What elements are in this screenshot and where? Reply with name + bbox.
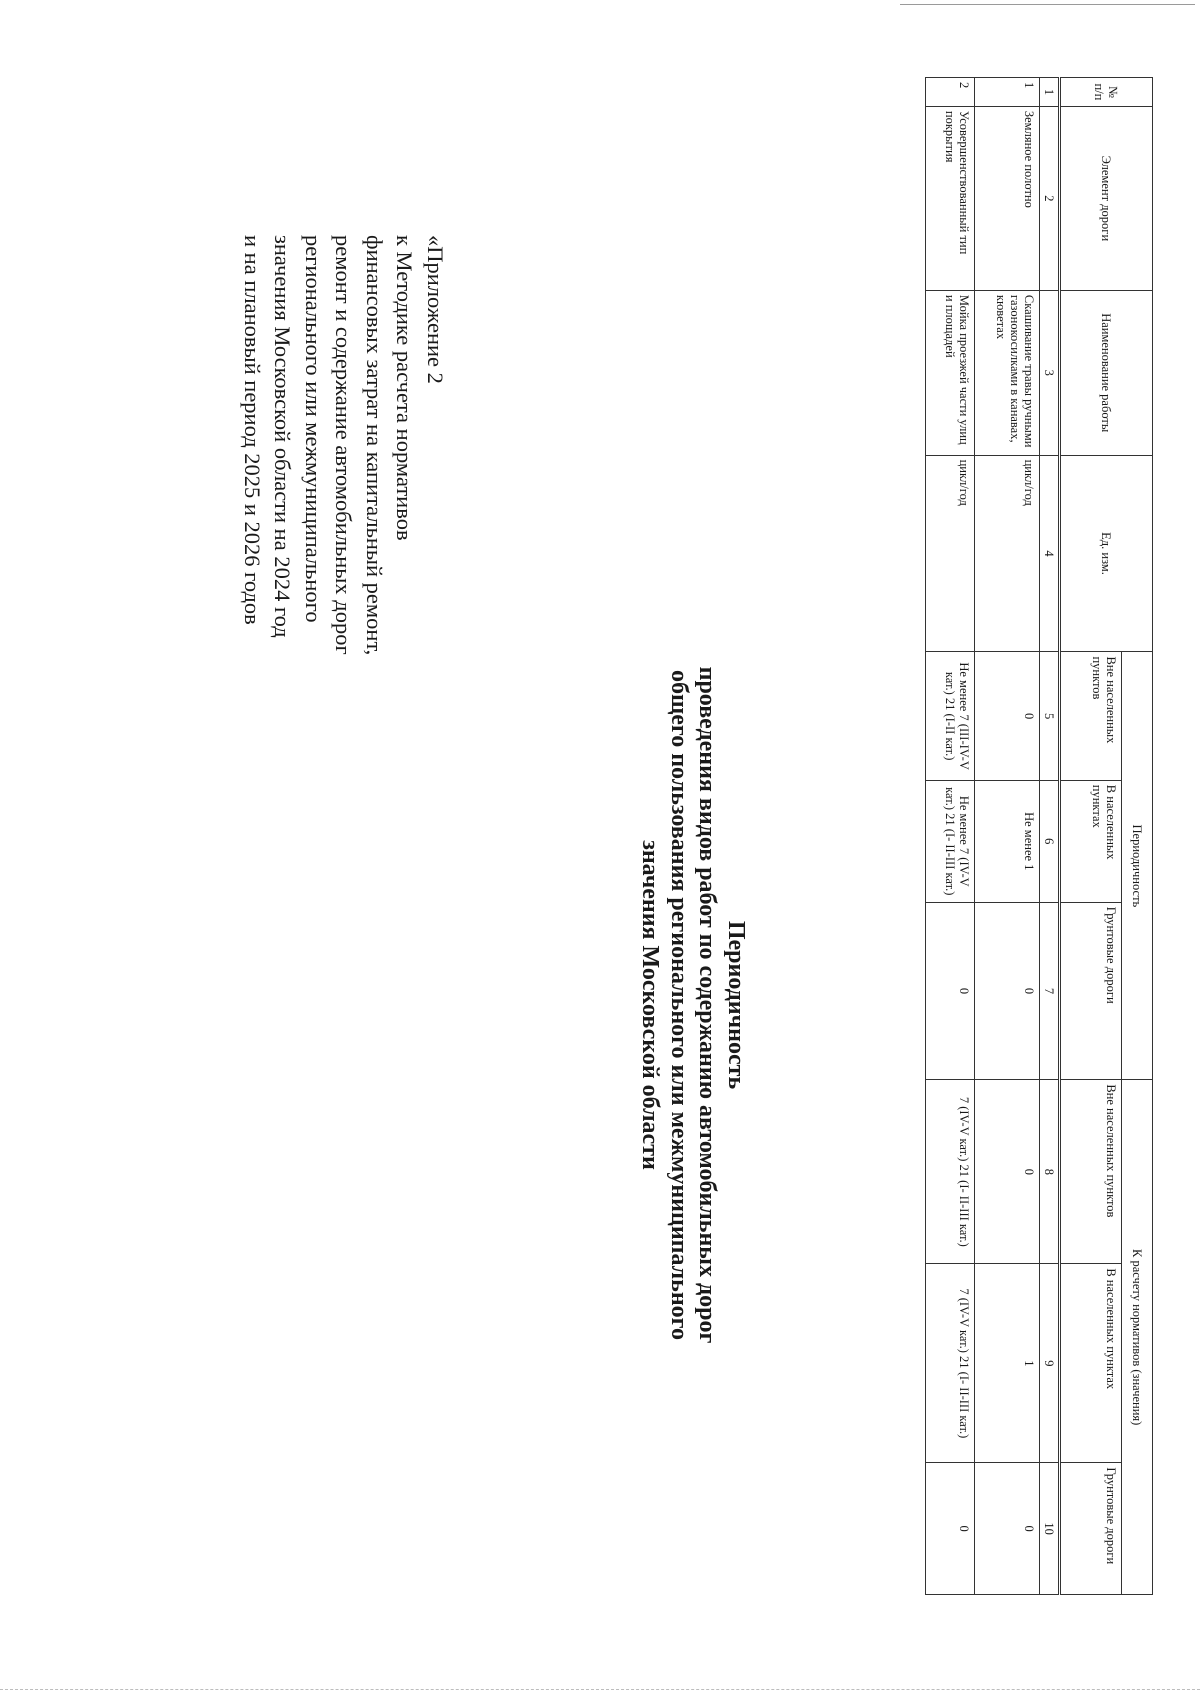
table-row [926, 78, 975, 1595]
column-number: 7 [1040, 902, 1060, 1080]
title-line: Периодичность [723, 920, 749, 1090]
title-line: значения Московской области [637, 840, 664, 1170]
row-p-inside: Не менее 1 [975, 780, 1040, 902]
column-number: 5 [1040, 652, 1060, 780]
header-unit: Ед. изм. [1060, 455, 1153, 652]
header-n-outside: Вне населенных пунктов [1060, 1080, 1122, 1264]
header-norms: К расчету нормативов (значения) [1122, 1080, 1153, 1595]
appendix-line: ремонт и содержание автомобильных дорог [331, 235, 357, 655]
header-p-inside: В населенных пунктах [1060, 780, 1122, 902]
appendix-line: «Приложение 2 [423, 235, 448, 384]
row-p-dirt: 0 [926, 902, 975, 1080]
appendix-line: значения Московской области на 2024 год [270, 235, 296, 638]
row-work: Мойка проезжей части улиц и площадей [926, 290, 975, 455]
column-number: 9 [1040, 1264, 1060, 1463]
table-row [975, 78, 1040, 1595]
header-n-dirt: Грунтовые дороги [1060, 1463, 1122, 1595]
row-n-dirt: 0 [926, 1463, 975, 1595]
title-line: общего пользования регионального или межмуниципального [666, 670, 692, 1340]
header-n-inside: В населенных пунктах [1060, 1264, 1122, 1463]
column-number: 1 [1040, 78, 1060, 107]
title-line: проведения видов работ по содержанию автомобильных дорог [694, 666, 721, 1344]
column-number: 2 [1040, 106, 1060, 290]
header-num: № п/п [1060, 78, 1153, 107]
appendix-header [237, 235, 451, 995]
header-work: Наименование работы [1060, 290, 1153, 455]
column-number: 3 [1040, 290, 1060, 455]
row-p-dirt: 0 [975, 902, 1040, 1080]
appendix-line: к Методике расчета нормативов [392, 235, 418, 541]
document-title [636, 490, 750, 1520]
header-element: Элемент дороги [1060, 106, 1153, 290]
column-number: 6 [1040, 780, 1060, 902]
row-n-dirt: 0 [975, 1463, 1040, 1595]
header-p-dirt: Грунтовые дороги [1060, 902, 1122, 1080]
column-number: 8 [1040, 1080, 1060, 1264]
row-unit: цикл/год [926, 455, 975, 652]
row-element: Усовершенствованный тип покрытия [926, 106, 975, 290]
row-work: Скашивание травы ручными газонокосилками в канавах, кюветах [975, 290, 1040, 455]
appendix-line: и на плановый период 2025 и 2026 годов [240, 235, 265, 625]
row-n-outside: 7 (IV-V кат.) 21 (I- II-III кат.) [926, 1080, 975, 1264]
appendix-line: финансовых затрат на капитальный ремонт, [362, 235, 387, 656]
row-element: Земляное полотно [975, 106, 1040, 290]
column-number: 4 [1040, 455, 1060, 652]
row-n-inside: 1 [975, 1264, 1040, 1463]
row-num: 1 [975, 78, 1040, 107]
row-p-outside: 0 [975, 652, 1040, 780]
row-n-inside: 7 (IV-V кат.) 21 (I- II-III кат.) [926, 1264, 975, 1463]
row-p-inside: Не менее 7 (IV-V кат.) 21 (I- II-III кат.) [926, 780, 975, 902]
row-n-outside: 0 [975, 1080, 1040, 1264]
row-p-outside: Не менее 7 (III-IV-V кат.) 21 (I-II кат.) [926, 652, 975, 780]
header-p-outside: Вне населенных пунктов [1060, 652, 1122, 780]
periodicity-table [925, 77, 1153, 1595]
appendix-line: регионального или межмуниципального [301, 235, 326, 623]
header-periodicity: Периодичность [1122, 652, 1153, 1080]
row-unit: цикл/год [975, 455, 1040, 652]
row-num: 2 [926, 78, 975, 107]
column-number: 10 [1040, 1463, 1060, 1595]
